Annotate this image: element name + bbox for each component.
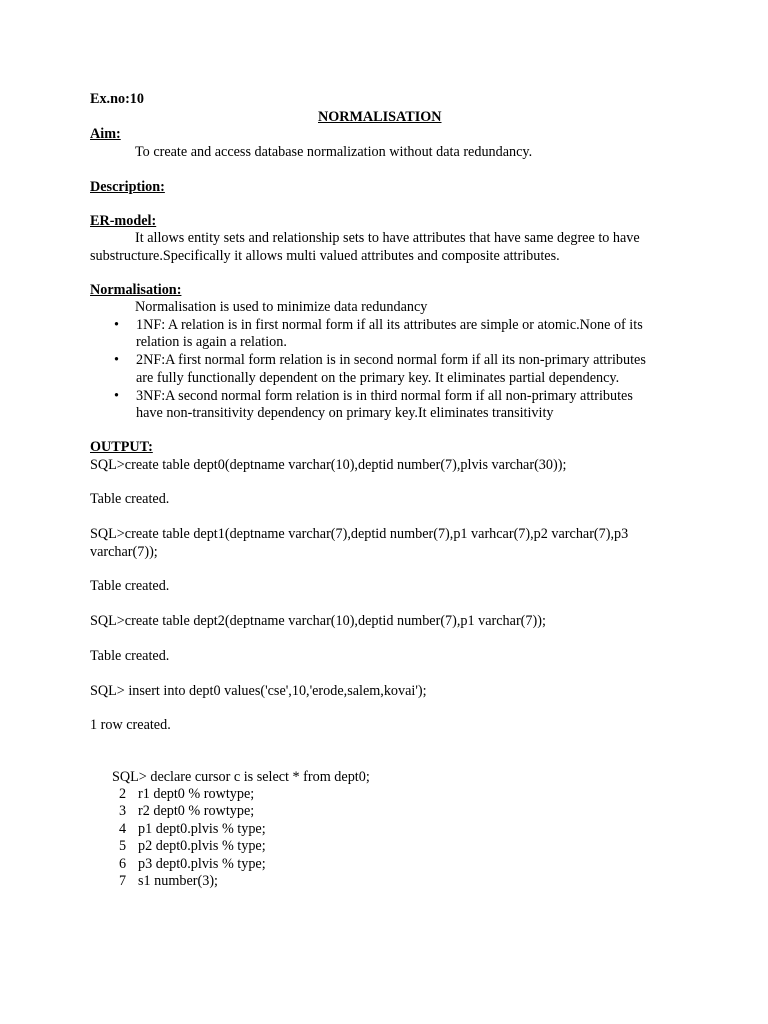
aim-text: To create and access database normalization without data redundancy.: [135, 144, 533, 160]
line-number: 6: [119, 856, 127, 872]
sql-statement-2-line1: SQL>create table dept1(deptname varchar(7),deptid number(7),p1 varhcar(7),p2 varchar(7),p3: [90, 526, 629, 542]
normalisation-heading: Normalisation:: [90, 282, 182, 298]
aim-heading: Aim:: [90, 126, 121, 142]
line-number: 5: [119, 838, 127, 854]
cursor-line: [119, 803, 254, 821]
bullet-3nf-line2: have non-transitivity dependency on primary key.It eliminates transitivity: [136, 405, 554, 421]
exercise-number: Ex.no:10: [90, 91, 144, 107]
cursor-line: [119, 838, 266, 856]
bullet-1nf-line1: 1NF: A relation is in first normal form if all its attributes are simple or atomic.None of its: [136, 317, 643, 333]
line-code: s1 number(3);: [138, 873, 218, 889]
bullet-2nf-line2: are fully functionally dependent on the primary key. It eliminates partial dependency.: [136, 370, 620, 386]
line-code: r1 dept0 % rowtype;: [138, 786, 255, 802]
er-model-text-line2: substructure.Specifically it allows multi valued attributes and composite attributes.: [90, 248, 560, 264]
sql-result-4: 1 row created.: [90, 717, 171, 733]
line-number: 2: [119, 786, 127, 802]
sql-result-1: Table created.: [90, 491, 170, 507]
line-code: p3 dept0.plvis % type;: [138, 856, 266, 872]
sql-result-3: Table created.: [90, 648, 170, 664]
sql-statement-1: SQL>create table dept0(deptname varchar(10),deptid number(7),plvis varchar(30));: [90, 457, 567, 473]
bullet-2nf-line1: 2NF:A first normal form relation is in second normal form if all its non-primary attributes: [136, 352, 646, 368]
bullet-3nf-line1: 3NF:A second normal form relation is in third normal form if all non-primary attributes: [136, 388, 633, 404]
document-title: NORMALISATION: [318, 109, 442, 125]
cursor-line: [119, 873, 218, 891]
line-number: 7: [119, 873, 127, 889]
cursor-line: [119, 821, 266, 839]
line-code: p2 dept0.plvis % type;: [138, 838, 266, 854]
cursor-line-1: SQL> declare cursor c is select * from dept0;: [112, 769, 370, 785]
line-number: 4: [119, 821, 127, 837]
sql-statement-3: SQL>create table dept2(deptname varchar(10),deptid number(7),p1 varchar(7));: [90, 613, 546, 629]
cursor-line: [119, 786, 254, 804]
sql-statement-2-line2: varchar(7));: [90, 544, 158, 560]
output-heading: OUTPUT:: [90, 439, 153, 455]
line-code: p1 dept0.plvis % type;: [138, 821, 266, 837]
description-heading: Description:: [90, 179, 165, 195]
sql-statement-4: SQL> insert into dept0 values('cse',10,'erode,salem,kovai');: [90, 683, 427, 699]
line-number: 3: [119, 803, 127, 819]
cursor-line: [119, 856, 266, 874]
normalisation-intro: Normalisation is used to minimize data redundancy: [135, 299, 428, 315]
er-model-text-line1: It allows entity sets and relationship sets to have attributes that have same degree to have: [135, 230, 640, 246]
bullet-icon: •: [114, 352, 119, 368]
line-code: r2 dept0 % rowtype;: [138, 803, 255, 819]
sql-result-2: Table created.: [90, 578, 170, 594]
bullet-1nf-line2: relation is again a relation.: [136, 334, 287, 350]
bullet-icon: •: [114, 388, 119, 404]
bullet-icon: •: [114, 317, 119, 333]
er-model-heading: ER-model:: [90, 213, 157, 229]
